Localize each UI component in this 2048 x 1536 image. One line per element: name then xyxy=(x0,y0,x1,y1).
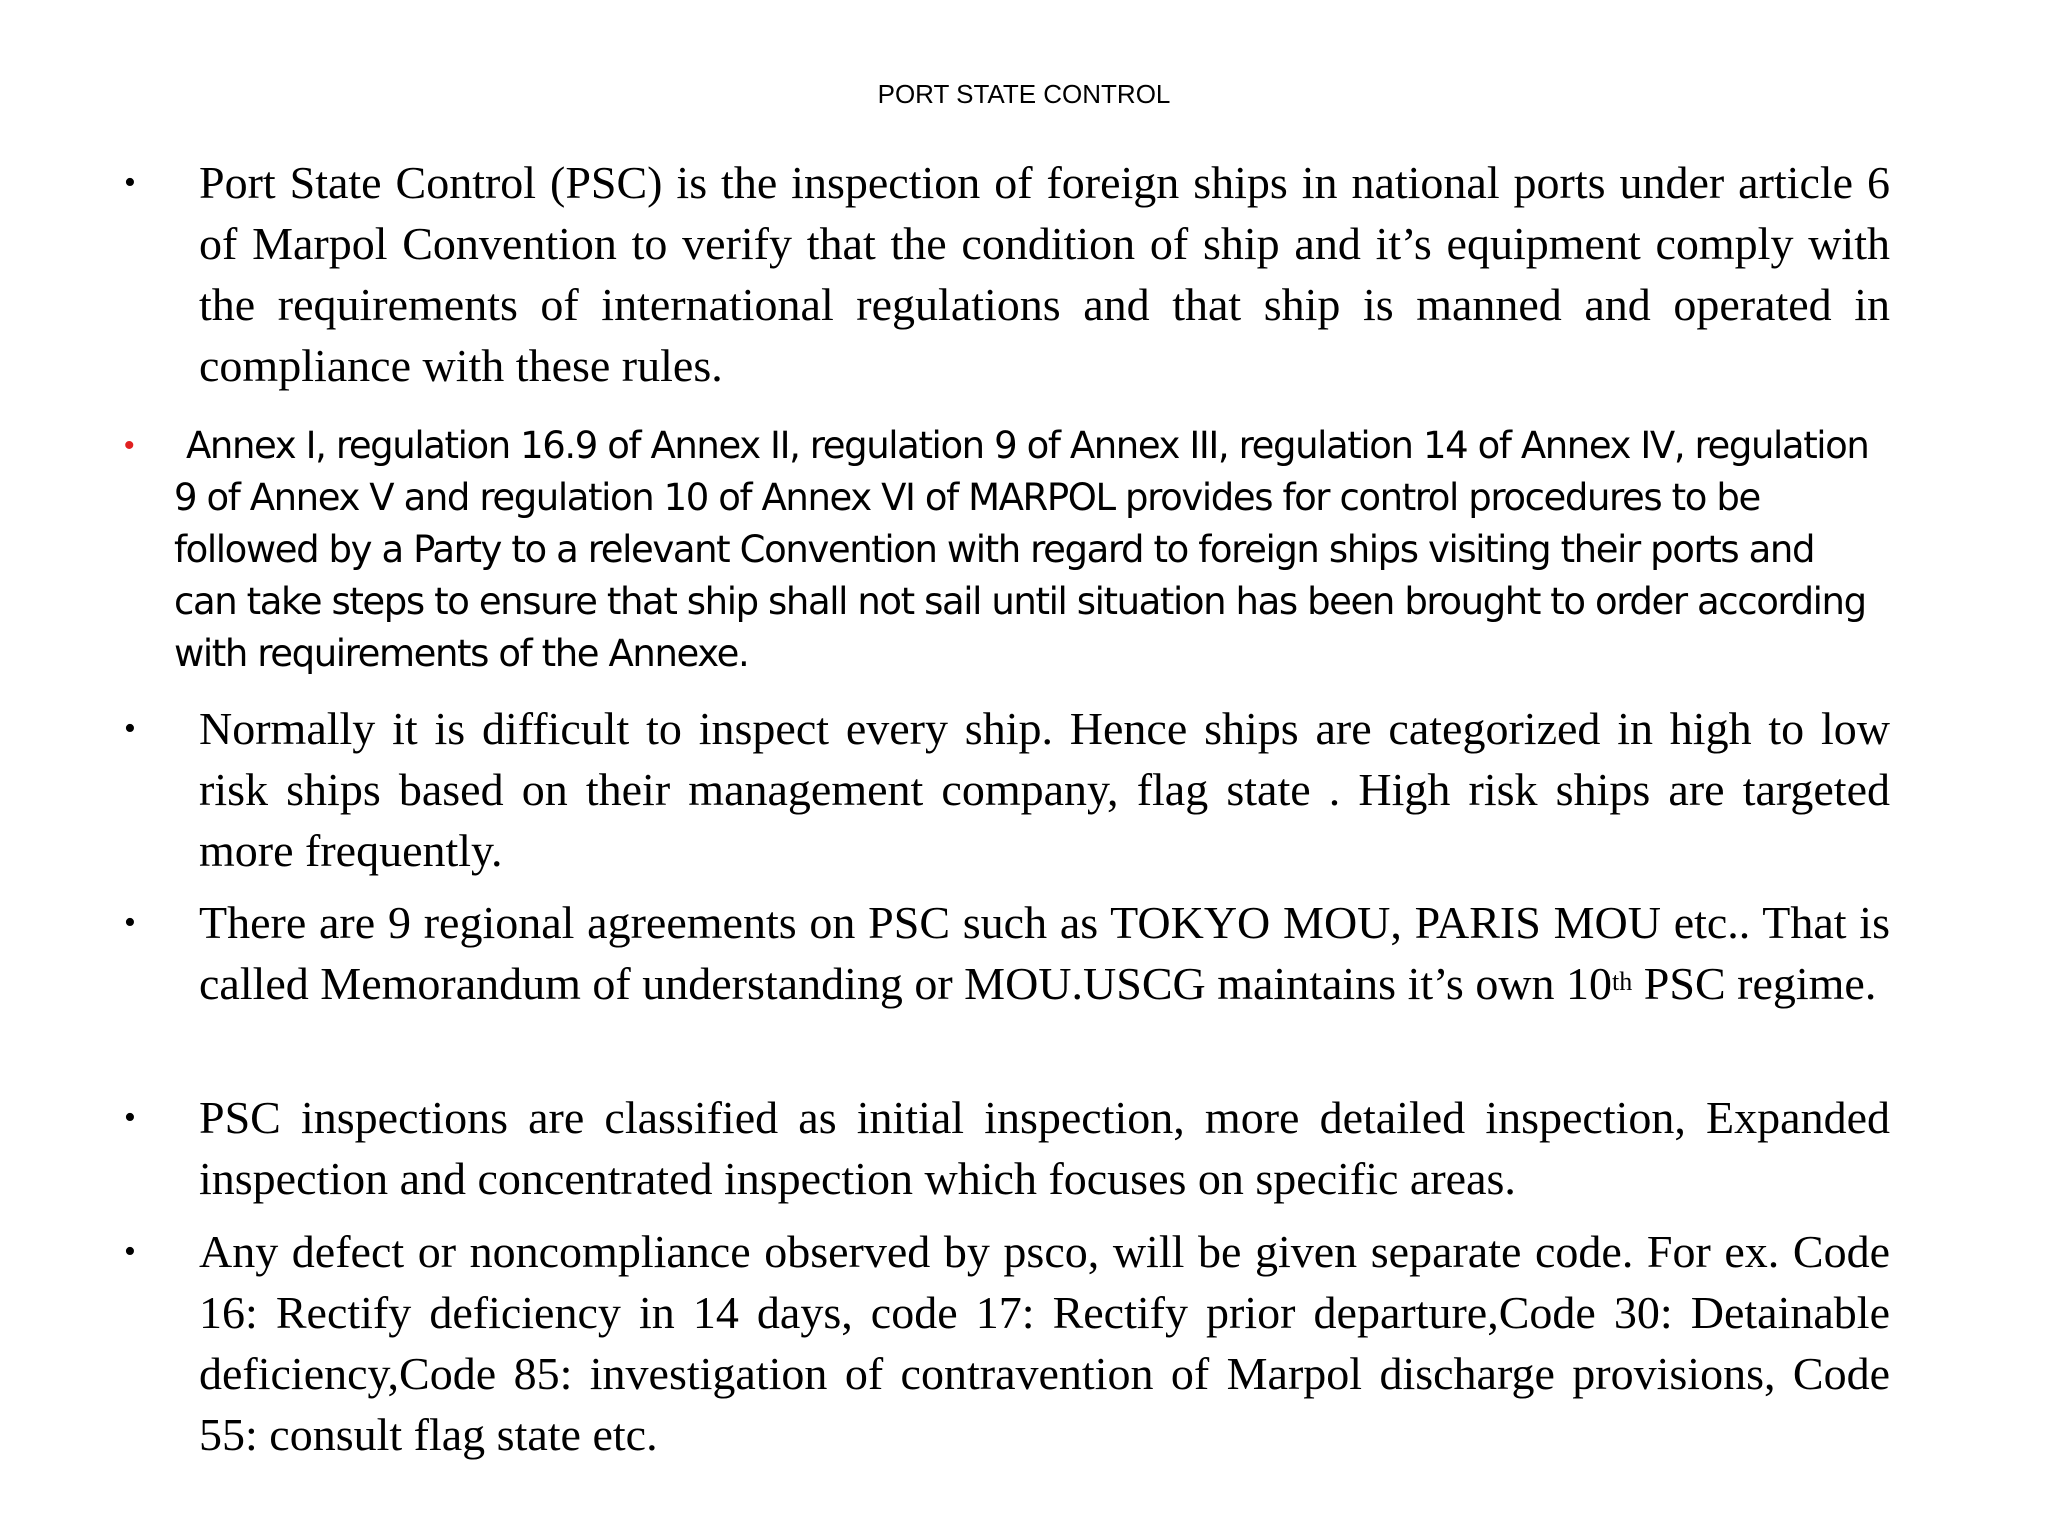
slide-title: PORT STATE CONTROL xyxy=(877,79,1171,109)
bullet-text: Any defect or noncompliance observed by psco, will be given separate code. For ex. Code 16: Rectify deficiency in 14 days, code 17: Rectify prior departure,Code 30: Detainable deficiency,Code 85: investigation of contravention of Marpol discharge provisions, Code 55: consult flag state etc. xyxy=(199,1226,1890,1460)
bullet-marker-red: • xyxy=(124,429,135,462)
bullet-text xyxy=(199,892,1890,1014)
bullet-text: Port State Control (PSC) is the inspection of foreign ships in national ports under article 6 of Marpol Convention to verify that the condition of ship and it’s equipment comply with the requirements of international regulations and that ship is manned and operated in compliance with these rules. xyxy=(199,157,1890,391)
bullet-marker: • xyxy=(124,904,136,941)
bullet-text: Normally it is difficult to inspect every ship. Hence ships are categorized in high to low risk ships based on their management company, flag state . High risk ships are targeted more frequently. xyxy=(199,703,1890,876)
bullet-text-main: There are 9 regional agreements on PSC such as TOKYO MOU, PARIS MOU etc.. That is called Memorandum of understanding or MOU.USCG maintains it’s own 10 xyxy=(199,897,1890,1009)
bullet-text-end: PSC regime. xyxy=(1632,958,1877,1009)
bullet-marker: • xyxy=(124,1099,136,1136)
bullet-marker: • xyxy=(124,164,136,201)
bullet-marker: • xyxy=(124,710,136,747)
bullet-text: PSC inspections are classified as initial inspection, more detailed inspection, Expanded inspection and concentrated inspection which focuses on specific areas. xyxy=(199,1092,1890,1204)
superscript-th: th xyxy=(1612,967,1633,996)
bullet-marker: • xyxy=(124,1233,136,1270)
bullet-text: Annex I, regulation 16.9 of Annex II, regulation 9 of Annex III, regulation 14 of Annex IV, regulation 9 of Annex V and regulation 10 of Annex VI of MARPOL provides for control procedures to be followed by a Party to a relevant Convention with regard to foreign ships visiting their ports and can take steps to ensure that ship shall not sail until situation has been brought to order according with requirements of the Annexe. xyxy=(174,424,1869,675)
